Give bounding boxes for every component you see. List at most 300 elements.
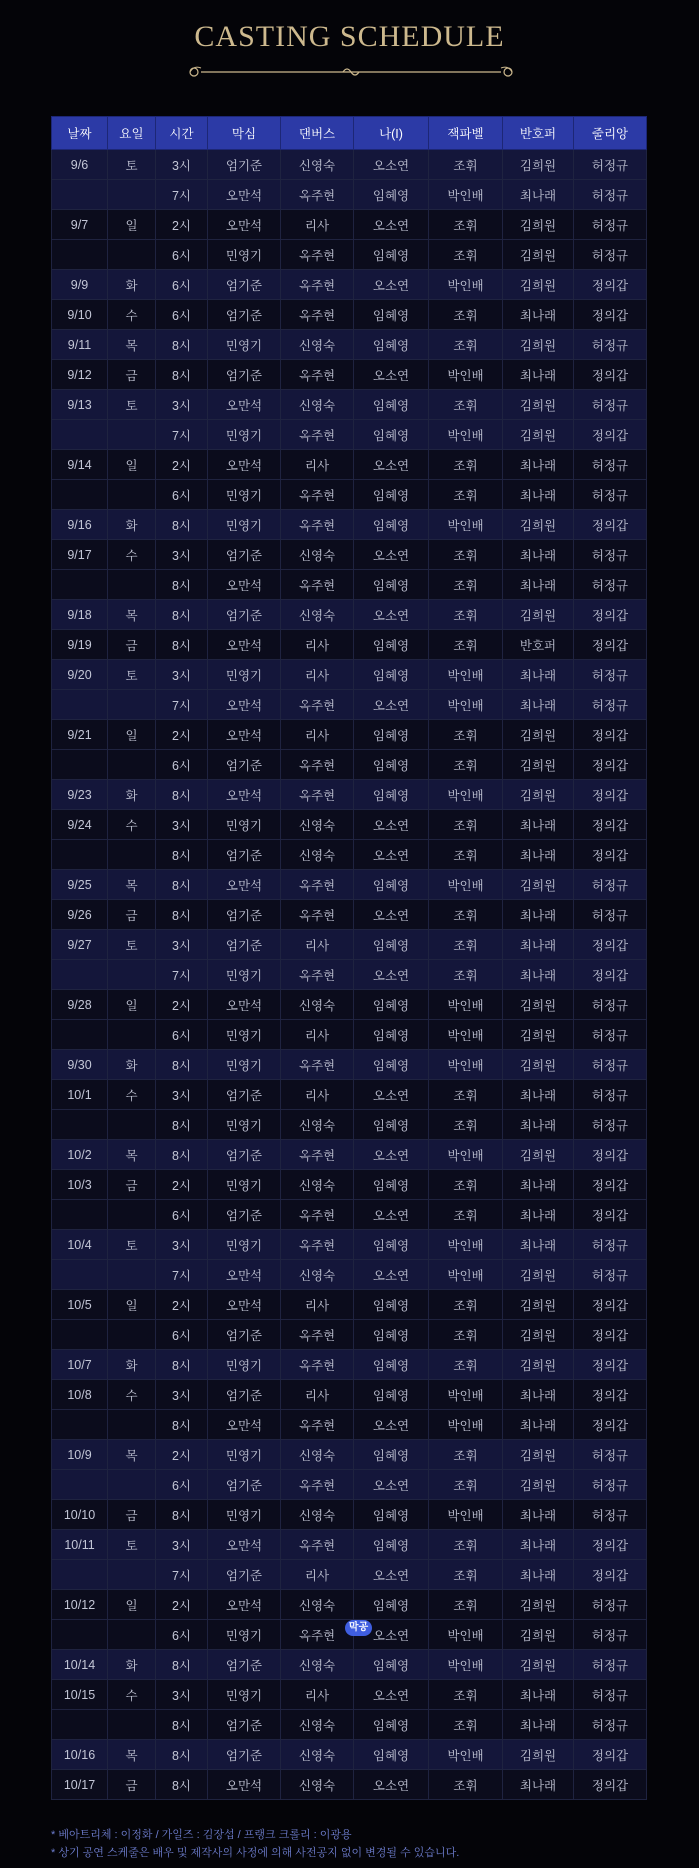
table-cell-julyan: 정의갑 — [574, 420, 647, 450]
table-cell-i: 오소연 — [354, 540, 429, 570]
table-row — [52, 900, 647, 930]
table-cell-julyan: 허정규 — [574, 1020, 647, 1050]
table-cell-weekday: 일 — [108, 720, 156, 750]
table-cell-julyan: 허정규 — [574, 1500, 647, 1530]
table-cell-time: 6시 — [156, 750, 208, 780]
table-cell-maxim: 오만석 — [208, 1770, 281, 1800]
table-cell-maxim: 오만석 — [208, 690, 281, 720]
table-cell-julyan: 허정규 — [574, 540, 647, 570]
table-cell-jack-favell: 조휘 — [429, 1470, 503, 1500]
table-cell-danvers: 옥주현 — [281, 870, 354, 900]
table-cell-maxim: 엄기준 — [208, 1740, 281, 1770]
table-cell-danvers: 옥주현 — [281, 240, 354, 270]
table-cell-jack-favell: 조휘 — [429, 1770, 503, 1800]
table-cell-danvers: 신영숙 — [281, 1500, 354, 1530]
table-cell-julyan: 허정규 — [574, 1260, 647, 1290]
table-cell-date — [52, 840, 108, 870]
table-cell-i: 오소연 — [354, 150, 429, 180]
table-cell-maxim: 오만석 — [208, 780, 281, 810]
table-row — [52, 1560, 647, 1590]
table-cell-maxim: 엄기준 — [208, 1710, 281, 1740]
table-cell-van-hopper: 최나래 — [503, 1530, 574, 1560]
table-cell-weekday — [108, 840, 156, 870]
table-cell-julyan: 정의갑 — [574, 1560, 647, 1590]
table-row — [52, 660, 647, 690]
table-cell-date: 10/17 — [52, 1770, 108, 1800]
table-cell-time: 6시 — [156, 270, 208, 300]
table-cell-danvers: 신영숙 — [281, 330, 354, 360]
table-cell-jack-favell: 박인배 — [429, 690, 503, 720]
table-cell-time: 2시 — [156, 1170, 208, 1200]
table-cell-date: 9/25 — [52, 870, 108, 900]
table-row — [52, 1500, 647, 1530]
table-cell-date: 10/15 — [52, 1680, 108, 1710]
table-cell-time: 8시 — [156, 1500, 208, 1530]
table-cell-i: 임혜영 — [354, 750, 429, 780]
table-cell-julyan: 정의갑 — [574, 720, 647, 750]
table-cell-weekday: 목 — [108, 1440, 156, 1470]
table-cell-julyan: 허정규 — [574, 870, 647, 900]
table-cell-julyan: 허정규 — [574, 1110, 647, 1140]
table-cell-van-hopper: 김희원 — [503, 270, 574, 300]
table-cell-time: 7시 — [156, 960, 208, 990]
table-cell-julyan: 허정규 — [574, 1440, 647, 1470]
table-cell-weekday: 수 — [108, 1380, 156, 1410]
table-cell-weekday — [108, 1110, 156, 1140]
table-cell-i: 오소연 — [354, 450, 429, 480]
table-cell-maxim: 오만석 — [208, 1260, 281, 1290]
table-cell-weekday: 금 — [108, 1500, 156, 1530]
table-cell-van-hopper: 김희원 — [503, 210, 574, 240]
table-cell-date: 9/10 — [52, 300, 108, 330]
table-row — [52, 420, 647, 450]
table-cell-i: 오소연 — [354, 900, 429, 930]
table-cell-danvers: 신영숙 — [281, 540, 354, 570]
table-cell-weekday: 목 — [108, 330, 156, 360]
table-cell-maxim: 엄기준 — [208, 300, 281, 330]
table-cell-julyan: 정의갑 — [574, 360, 647, 390]
table-cell-date — [52, 960, 108, 990]
table-cell-julyan: 정의갑 — [574, 750, 647, 780]
table-cell-maxim: 민영기 — [208, 1500, 281, 1530]
table-cell-danvers: 옥주현 — [281, 1140, 354, 1170]
table-cell-time: 2시 — [156, 210, 208, 240]
table-cell-jack-favell: 조휘 — [429, 1440, 503, 1470]
table-cell-i: 임혜영 — [354, 1380, 429, 1410]
table-cell-date: 9/21 — [52, 720, 108, 750]
casting-table — [51, 116, 647, 1800]
table-cell-danvers: 옥주현 — [281, 270, 354, 300]
table-cell-time: 7시 — [156, 690, 208, 720]
table-cell-van-hopper: 최나래 — [503, 540, 574, 570]
table-cell-maxim: 엄기준 — [208, 1080, 281, 1110]
table-cell-maxim: 민영기 — [208, 480, 281, 510]
table-row — [52, 360, 647, 390]
table-cell-danvers: 옥주현 — [281, 690, 354, 720]
table-cell-van-hopper: 김희원 — [503, 1650, 574, 1680]
table-cell-time: 8시 — [156, 360, 208, 390]
table-cell-weekday: 화 — [108, 270, 156, 300]
table-cell-julyan: 허정규 — [574, 480, 647, 510]
table-cell-julyan: 정의갑 — [574, 810, 647, 840]
table-cell-julyan: 허정규 — [574, 180, 647, 210]
table-cell-time: 3시 — [156, 1230, 208, 1260]
table-cell-van-hopper: 김희원 — [503, 420, 574, 450]
cell-with-badge — [298, 1621, 369, 1644]
table-cell-julyan: 정의갑 — [574, 840, 647, 870]
table-cell-maxim: 엄기준 — [208, 1140, 281, 1170]
table-cell-jack-favell: 박인배 — [429, 1260, 503, 1290]
table-cell-date — [52, 570, 108, 600]
table-cell-time: 8시 — [156, 870, 208, 900]
table-cell-weekday: 화 — [108, 1350, 156, 1380]
table-cell-van-hopper: 최나래 — [503, 960, 574, 990]
table-cell-date: 9/16 — [52, 510, 108, 540]
table-cell-i: 임혜영 — [354, 870, 429, 900]
table-cell-date: 9/6 — [52, 150, 108, 180]
table-row — [52, 1140, 647, 1170]
table-cell-julyan: 허정규 — [574, 900, 647, 930]
table-cell-date — [52, 1710, 108, 1740]
table-cell-jack-favell: 조휘 — [429, 1080, 503, 1110]
table-cell-jack-favell: 조휘 — [429, 240, 503, 270]
table-cell-time: 3시 — [156, 1530, 208, 1560]
table-cell-jack-favell: 박인배 — [429, 1050, 503, 1080]
table-cell-danvers: 옥주현 — [281, 900, 354, 930]
table-cell-i: 오소연 — [354, 270, 429, 300]
table-cell-jack-favell: 박인배 — [429, 420, 503, 450]
table-cell-julyan: 정의갑 — [574, 1140, 647, 1170]
table-row — [52, 750, 647, 780]
table-cell-van-hopper: 최나래 — [503, 1230, 574, 1260]
table-cell-van-hopper: 최나래 — [503, 900, 574, 930]
table-cell-julyan: 정의갑 — [574, 1290, 647, 1320]
table-cell-jack-favell: 조휘 — [429, 210, 503, 240]
table-cell-jack-favell: 박인배 — [429, 1410, 503, 1440]
table-cell-date: 10/16 — [52, 1740, 108, 1770]
table-cell-julyan: 정의갑 — [574, 930, 647, 960]
table-cell-date: 9/28 — [52, 990, 108, 1020]
table-row — [52, 990, 647, 1020]
footnote-supporting-cast: * 베아트리체 : 이정화 / 가일즈 : 김장섭 / 프랭크 크롤리 : 이광용 — [51, 1829, 352, 1841]
table-cell-date: 9/27 — [52, 930, 108, 960]
table-cell-i: 오소연 — [354, 1080, 429, 1110]
table-cell-van-hopper: 김희원 — [503, 1740, 574, 1770]
table-cell-van-hopper: 김희원 — [503, 1470, 574, 1500]
table-cell-van-hopper: 최나래 — [503, 480, 574, 510]
table-row — [52, 870, 647, 900]
table-cell-maxim: 엄기준 — [208, 1380, 281, 1410]
table-cell-maxim: 엄기준 — [208, 1320, 281, 1350]
final-show-badge: 막공 — [345, 1620, 372, 1636]
table-cell-jack-favell: 조휘 — [429, 840, 503, 870]
table-cell-maxim: 오만석 — [208, 180, 281, 210]
table-cell-van-hopper: 최나래 — [503, 360, 574, 390]
table-cell-danvers: 리사 — [281, 630, 354, 660]
table-cell-van-hopper: 김희원 — [503, 990, 574, 1020]
table-cell-weekday: 일 — [108, 1590, 156, 1620]
table-cell-van-hopper: 최나래 — [503, 180, 574, 210]
footnote-disclaimer: * 상기 공연 스케줄은 배우 및 제작사의 사정에 의해 사전공지 없이 변경될 수 있습니다. — [51, 1847, 460, 1859]
table-cell-time: 8시 — [156, 1410, 208, 1440]
column-header-jack-favell: 잭파벨 — [429, 117, 503, 150]
table-cell-danvers: 옥주현 — [281, 1350, 354, 1380]
table-cell-van-hopper: 최나래 — [503, 930, 574, 960]
table-cell-julyan: 정의갑 — [574, 780, 647, 810]
table-cell-van-hopper: 최나래 — [503, 1770, 574, 1800]
table-cell-van-hopper: 최나래 — [503, 690, 574, 720]
table-cell-maxim: 민영기 — [208, 240, 281, 270]
table-cell-time: 3시 — [156, 1080, 208, 1110]
table-cell-time: 3시 — [156, 1380, 208, 1410]
table-cell-van-hopper: 김희원 — [503, 1590, 574, 1620]
table-cell-danvers: 신영숙 — [281, 1770, 354, 1800]
table-cell-jack-favell: 박인배 — [429, 1230, 503, 1260]
table-cell-i: 임혜영 — [354, 1020, 429, 1050]
table-cell-jack-favell: 조휘 — [429, 150, 503, 180]
table-row — [52, 600, 647, 630]
table-cell-maxim: 민영기 — [208, 1020, 281, 1050]
table-cell-jack-favell: 조휘 — [429, 1200, 503, 1230]
table-cell-van-hopper: 최나래 — [503, 1560, 574, 1590]
table-cell-danvers: 신영숙 — [281, 810, 354, 840]
table-cell-maxim: 엄기준 — [208, 930, 281, 960]
table-cell-van-hopper: 김희원 — [503, 1050, 574, 1080]
table-cell-van-hopper: 김희원 — [503, 330, 574, 360]
table-cell-maxim: 엄기준 — [208, 1200, 281, 1230]
table-cell-maxim: 엄기준 — [208, 840, 281, 870]
column-header-date: 날짜 — [52, 117, 108, 150]
table-cell-weekday: 일 — [108, 210, 156, 240]
table-cell-danvers: 리사 — [281, 930, 354, 960]
table-cell-time: 8시 — [156, 1140, 208, 1170]
table-cell-van-hopper: 김희원 — [503, 870, 574, 900]
table-row — [52, 1770, 647, 1800]
table-cell-maxim: 엄기준 — [208, 600, 281, 630]
table-row — [52, 1080, 647, 1110]
table-cell-weekday — [108, 570, 156, 600]
table-cell-weekday: 목 — [108, 870, 156, 900]
table-row — [52, 1680, 647, 1710]
table-cell-jack-favell: 조휘 — [429, 630, 503, 660]
table-cell-maxim: 오만석 — [208, 1290, 281, 1320]
table-row — [52, 1470, 647, 1500]
table-cell-i: 오소연 — [354, 960, 429, 990]
table-cell-julyan: 정의갑 — [574, 510, 647, 540]
table-cell-weekday — [108, 420, 156, 450]
table-row — [52, 930, 647, 960]
table-cell-maxim: 엄기준 — [208, 540, 281, 570]
table-row — [52, 540, 647, 570]
table-cell-date — [52, 750, 108, 780]
table-row — [52, 330, 647, 360]
table-cell-i: 임혜영 — [354, 1530, 429, 1560]
table-cell-maxim: 민영기 — [208, 1170, 281, 1200]
table-cell-van-hopper: 김희원 — [503, 1350, 574, 1380]
table-cell-van-hopper: 최나래 — [503, 810, 574, 840]
table-row — [52, 690, 647, 720]
table-cell-jack-favell: 조휘 — [429, 930, 503, 960]
table-cell-time: 8시 — [156, 1710, 208, 1740]
table-cell-danvers: 옥주현 — [281, 510, 354, 540]
table-cell-date — [52, 1320, 108, 1350]
table-cell-time: 6시 — [156, 1200, 208, 1230]
table-cell-jack-favell: 박인배 — [429, 870, 503, 900]
table-cell-julyan: 허정규 — [574, 1230, 647, 1260]
table-row — [52, 1260, 647, 1290]
table-cell-maxim: 민영기 — [208, 1440, 281, 1470]
table-cell-danvers: 리사 — [281, 210, 354, 240]
table-cell-jack-favell: 조휘 — [429, 1680, 503, 1710]
table-cell-van-hopper: 김희원 — [503, 1620, 574, 1650]
table-cell-jack-favell: 조휘 — [429, 720, 503, 750]
table-cell-jack-favell: 박인배 — [429, 510, 503, 540]
table-cell-julyan: 허정규 — [574, 1620, 647, 1650]
table-cell-maxim: 엄기준 — [208, 900, 281, 930]
table-cell-date — [52, 240, 108, 270]
table-cell-julyan: 정의갑 — [574, 630, 647, 660]
table-cell-i: 임혜영 — [354, 630, 429, 660]
table-cell-i: 임혜영 — [354, 1050, 429, 1080]
table-cell-jack-favell: 조휘 — [429, 1530, 503, 1560]
table-cell-van-hopper: 김희원 — [503, 1440, 574, 1470]
table-cell-time: 8시 — [156, 780, 208, 810]
table-row — [52, 630, 647, 660]
table-cell-time: 8시 — [156, 600, 208, 630]
table-cell-date — [52, 1020, 108, 1050]
table-cell-jack-favell: 박인배 — [429, 990, 503, 1020]
table-cell-jack-favell: 박인배 — [429, 360, 503, 390]
table-cell-weekday: 화 — [108, 1650, 156, 1680]
table-cell-date: 10/9 — [52, 1440, 108, 1470]
table-cell-date — [52, 1410, 108, 1440]
table-cell-date: 10/8 — [52, 1380, 108, 1410]
table-cell-i: 임혜영 — [354, 1710, 429, 1740]
table-cell-time: 3시 — [156, 1680, 208, 1710]
table-cell-danvers: 옥주현 — [281, 300, 354, 330]
table-cell-danvers: 옥주현 — [281, 1200, 354, 1230]
table-cell-time: 6시 — [156, 1020, 208, 1050]
table-cell-date — [52, 1470, 108, 1500]
table-cell-van-hopper: 최나래 — [503, 300, 574, 330]
table-cell-maxim: 민영기 — [208, 510, 281, 540]
table-cell-jack-favell: 박인배 — [429, 1380, 503, 1410]
table-cell-julyan: 정의갑 — [574, 1170, 647, 1200]
column-header-maxim: 막심 — [208, 117, 281, 150]
table-cell-i: 임혜영 — [354, 1290, 429, 1320]
table-row — [52, 210, 647, 240]
table-cell-julyan: 정의갑 — [574, 1740, 647, 1770]
table-cell-time: 8시 — [156, 1650, 208, 1680]
title-ornament — [187, 62, 515, 82]
table-cell-julyan: 허정규 — [574, 1590, 647, 1620]
table-cell-time: 6시 — [156, 300, 208, 330]
table-cell-jack-favell: 박인배 — [429, 1650, 503, 1680]
table-cell-julyan: 허정규 — [574, 240, 647, 270]
table-cell-julyan: 허정규 — [574, 1080, 647, 1110]
table-cell-i: 임혜영 — [354, 1230, 429, 1260]
table-cell-time: 3시 — [156, 660, 208, 690]
table-cell-time: 7시 — [156, 1560, 208, 1590]
table-cell-time: 6시 — [156, 1470, 208, 1500]
table-cell-time: 3시 — [156, 150, 208, 180]
table-cell-i: 임혜영 — [354, 930, 429, 960]
table-cell-julyan: 허정규 — [574, 1470, 647, 1500]
table-cell-i: 임혜영 — [354, 480, 429, 510]
table-cell-date — [52, 1560, 108, 1590]
table-cell-date: 10/11 — [52, 1530, 108, 1560]
table-cell-maxim: 민영기 — [208, 1350, 281, 1380]
table-cell-time: 3시 — [156, 540, 208, 570]
table-cell-date: 9/13 — [52, 390, 108, 420]
table-cell-i: 임혜영 — [354, 420, 429, 450]
table-cell-weekday: 목 — [108, 1740, 156, 1770]
table-cell-jack-favell: 조휘 — [429, 1320, 503, 1350]
table-row — [52, 1290, 647, 1320]
table-cell-julyan: 정의갑 — [574, 270, 647, 300]
table-cell-jack-favell: 조휘 — [429, 390, 503, 420]
table-row — [52, 720, 647, 750]
table-cell-time: 8시 — [156, 1350, 208, 1380]
table-cell-maxim: 엄기준 — [208, 270, 281, 300]
table-cell-danvers: 신영숙 — [281, 1170, 354, 1200]
table-header-row — [52, 117, 647, 150]
table-cell-jack-favell: 박인배 — [429, 1020, 503, 1050]
table-cell-julyan: 허정규 — [574, 1650, 647, 1680]
table-cell-van-hopper: 최나래 — [503, 660, 574, 690]
table-body — [52, 150, 647, 1800]
table-cell-danvers: 리사 — [281, 1380, 354, 1410]
table-row — [52, 1170, 647, 1200]
table-cell-maxim: 오만석 — [208, 570, 281, 600]
table-cell-i: 오소연 — [354, 1140, 429, 1170]
table-cell-weekday: 금 — [108, 1770, 156, 1800]
table-cell-weekday — [108, 1320, 156, 1350]
table-cell-julyan: 허정규 — [574, 570, 647, 600]
table-cell-date — [52, 180, 108, 210]
table-cell-date — [52, 1620, 108, 1650]
table-cell-i: 임혜영 — [354, 240, 429, 270]
table-cell-danvers: 신영숙 — [281, 1710, 354, 1740]
table-cell-jack-favell: 조휘 — [429, 570, 503, 600]
table-cell-danvers: 옥주현 — [281, 1470, 354, 1500]
page-title: CASTING SCHEDULE — [194, 20, 505, 53]
table-cell-van-hopper: 김희원 — [503, 600, 574, 630]
table-cell-maxim: 오만석 — [208, 990, 281, 1020]
table-row — [52, 1530, 647, 1560]
table-cell-jack-favell: 조휘 — [429, 300, 503, 330]
table-cell-danvers: 옥주현 — [281, 1320, 354, 1350]
table-cell-danvers: 옥주현 — [281, 1050, 354, 1080]
table-cell-jack-favell: 조휘 — [429, 1110, 503, 1140]
table-cell-i: 오소연 — [354, 600, 429, 630]
table-cell-weekday — [108, 1200, 156, 1230]
table-row — [52, 180, 647, 210]
table-cell-maxim: 오만석 — [208, 1590, 281, 1620]
table-cell-jack-favell: 박인배 — [429, 1500, 503, 1530]
table-cell-danvers: 신영숙 — [281, 1740, 354, 1770]
table-cell-danvers: 옥주현 — [281, 1530, 354, 1560]
table-cell-date: 9/23 — [52, 780, 108, 810]
table-cell-danvers: 신영숙 — [281, 1260, 354, 1290]
table-cell-date — [52, 1110, 108, 1140]
table-cell-julyan: 허정규 — [574, 990, 647, 1020]
table-cell-danvers: 옥주현 — [281, 1230, 354, 1260]
table-row — [52, 810, 647, 840]
table-cell-julyan: 허정규 — [574, 1050, 647, 1080]
table-cell-weekday: 수 — [108, 810, 156, 840]
table-row — [52, 1200, 647, 1230]
